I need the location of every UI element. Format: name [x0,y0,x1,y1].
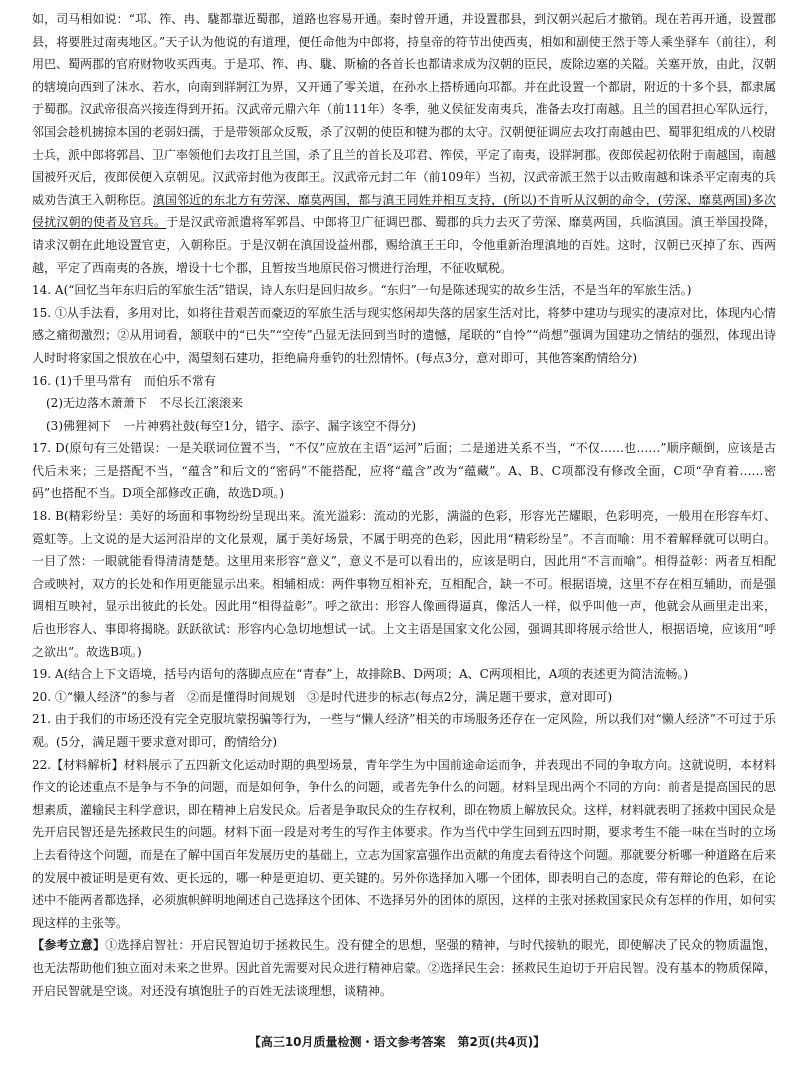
reference-label: 【参考立意】 [32,938,106,953]
answer-14: 14. A(“回忆当年东归后的军旅生活”错误，诗人东归是回归故乡。“东归”一句是陈述现实的故乡生活，不是当年的军旅生活。) [32,283,692,298]
answer-19: 19. A(结合上下文语境，括号内语句的落脚点应在“青春”上，故排除B、D两项；A、C两项相比，A项的表述更为简洁流畅。) [32,667,689,682]
translation-text: 如，司马相如说：“邛、筰、冉、駹都靠近蜀郡，道路也容易开通。秦时曾开通，并设置郡县，到汉朝兴起后才撤销。现在若再开通，设置郡县，将要胜过南夷地区。”天子认为他说的有道理，便任命他为中郎将，持皇帝的符节出使西夷，相如和副使王然于等人乘坐驿车（前往），利用巴、蜀两郡的官府财物收买西夷。于是邛、筰、冉、駹、斯榆的各首长也都请求成为汉朝的臣民，废除边塞的关隘。关塞开放，由此，汉朝的辖境向西到了沬水、若水，向南到牂牁江为界，又开通了零关道，在孙水上搭桥通向邛都。并在此设置一个都尉，附近的十多个县，都隶属于蜀郡。汉武帝很高兴接连得到开拓。汉武帝元鼎六年（前111年）冬季，驰义侯征发南夷兵，准备去攻打南越。且兰的国君担心军队远行，邻国会趁机掳掠本国的老弱妇孺，于是带领部众反叛，杀了汉朝的使臣和犍为郡的太守。汉朝便征调应去攻打南越由巴、蜀罪犯组成的八校尉士兵，派中郎将郭昌、卫广率领他们去攻打且兰国，杀了且兰的首长及邛君、筰侯，平定了南夷，设牂牁郡。夜郎侯起初依附于南越国，南越国被歼灭后，夜郎侯便入京朝见。汉武帝封他为夜郎王。汉武帝元封二年（前109年）当初，汉武帝派王然于以击败南越和诛杀平定南夷的兵威劝告滇王入朝称臣。 [32,12,777,207]
answer-22-analysis: 22.【材料解析】材料展示了五四新文化运动时期的典型场景，青年学生为中国前途命运而争，并表现出不同的争取方向。这就说明，本材料作文的论述重点不是争与不争的问题，而是如何争，争什么的问题，或者先争什么的问题。材料呈现出两个不同的方向：前者是提高国民的思想素质，灌输民主科学意识，即在精神上启发民众。后者是争取民众的生存权利，即在物质上解放民众。这样，材料就表明了拯救中国民众是先开启民智还是先拯救民生的问题。材料下面一段是对考生的写作主体要求。作为当代中学生回到五四时期，要求考生不能一味在当时的立场上去看待这个问题，而是在了解中国百年发展历史的基础上，立志为国家富强作出贡献的角度去看待这个问题。那就要分析哪一种道路在后来的发展中被证明是更有效、更长远的，哪一种是更迫切、更关键的。另外你选择加入哪一个团体，即表明自己的态度，带有辩论的色彩，在论述中不能两者都选择，必须旗帜鲜明地阐述自己选择这个团体、不选择另外的团体的原因，这样的主张对拯救国家民众有怎样的作用，如何实现这样的主张等。 [32,757,777,930]
page-footer: 【高三10月质量检测・语文参考答案 第2页(共4页)】 [248,1035,546,1049]
answer-key-page [32,8,776,1002]
answer-17: 17. D(原句有三处错误：一是关联词位置不当，“不仅”应放在主语“运河”后面；二是递进关系不当，“不仅……也……”顺序颠倒，应该是古代后未来；三是搭配不当，“蕴含”和后文的“密码”不能搭配，应将“蕴含”改为“蕴藏”。A、B、C项都没有修改全面，C项“孕育着……密码”也搭配不当。D项全部修改正确，故选D项。) [32,441,776,501]
translation-text-continued: 于是汉武帝派遣将军郭昌、中郎将卫广征调巴郡、蜀郡的兵力去灭了劳深、靡莫两国，兵临滇国。滇王举国投降，请求汉朝在此地设置官吏，入朝称臣。于是汉朝在滇国设益州郡，赐给滇王王印，令他重新治理滇地的百姓。这时，汉朝已灭掉了东、西两越，平定了西南夷的各族，增设十七个郡，且暂按当地原民俗习惯进行治理，不征收赋税。 [32,215,776,275]
answer-18: 18. B(精彩纷呈：美好的场面和事物纷纷呈现出来。流光溢彩：流动的光影，满溢的色彩，形容光芒耀眼，色彩明亮，一般用在形容车灯、霓虹等。上文说的是大运河沿岸的文化景观，属于美好场景，不属于明亮的色彩，因此用“精彩纷呈”。不言而喻：用不着解释就可以明白。一目了然：一眼就能看得清清楚楚。这里用来形容“意义”，意义不是可以看出的，应该是明白，因此用“不言而喻”。相得益彰：两者互相配合或映衬，双方的长处和作用更能显示出来。相辅相成：两件事物互相补充，互相配合，缺一不可。根据语境，这里不存在相互辅助，而是强调相互映衬，显示出彼此的长处。因此用“相得益彰”。呼之欲出：形容人像画得逼真，像活人一样，似乎叫他一声，他就会从画里走出来，后也形容人、事即将揭晓。跃跃欲试：形容内心急切地想试一试。上文主语是国家文化公园，强调其即将展示给世人，根据语境，应该用“呼之欲出”。故选B项。) [32,509,777,659]
answer-16-line-1: 16. (1)千里马常有 而伯乐不常有 [32,373,216,388]
translation-paragraph [32,8,776,279]
answer-16-line-2: (2)无边落木萧萧下 不尽长江滚滚来 [46,396,243,411]
answer-15: 15. ①从手法看，多用对比，如将往昔艰苦而豪迈的军旅生活与现实悠闲却失落的居家生活对比，将梦中建功与现实的凄凉对比，体现内心情感之痛彻激烈；②从用词看，颔联中的“已失”“空传”凸显无法回到当时的遗憾，尾联的“自怜”“尚想”强调为国建功之情结的强烈，体现出诗人时时将家国之恨放在心中，渴望刻石建功，拒绝扁舟垂钓的壮烈情怀。(每点3分，意对即可，其他答案酌情给分) [32,305,776,365]
answer-22-reference [32,934,776,1002]
translation-underlined-sentence: 滇国邻近的东北方有劳深、靡莫两国，都与滇王同姓并相互支持，(所以)不肯听从汉朝的命令，(劳深、靡莫两国)多次侵扰汉朝的使者及官兵。 [32,192,776,230]
answer-21: 21. 由于我们的市场还没有完全克服坑蒙拐骗等行为，一些与“懒人经济”相关的市场服务还存在一定风险，所以我们对“懒人经济”不可过于乐观。(5分，满足题干要求意对即可，酌情给分) [32,712,776,749]
answer-20: 20. ①“懒人经济”的参与者 ②而是懂得时间规划 ③是时代进步的标志(每点2分，满足题干要求，意对即可) [32,689,613,704]
reference-text: ①选择启智社：开启民智迫切于拯救民生。没有健全的思想，坚强的精神，与时代接轨的眼光，即使解决了民众的物质温饱，也无法帮助他们独立面对未来之世界。因此首先需要对民众进行精神启蒙。②选择民生会：拯救民生迫切于开启民智。没有基本的物质保障，开启民智就是空谈。对还没有填饱肚子的百姓无法谈理想，谈精神。 [32,938,777,998]
answer-16-line-3: (3)佛狸祠下 一片神鸦社鼓(每空1分，错字、添字、漏字该空不得分) [46,418,416,433]
